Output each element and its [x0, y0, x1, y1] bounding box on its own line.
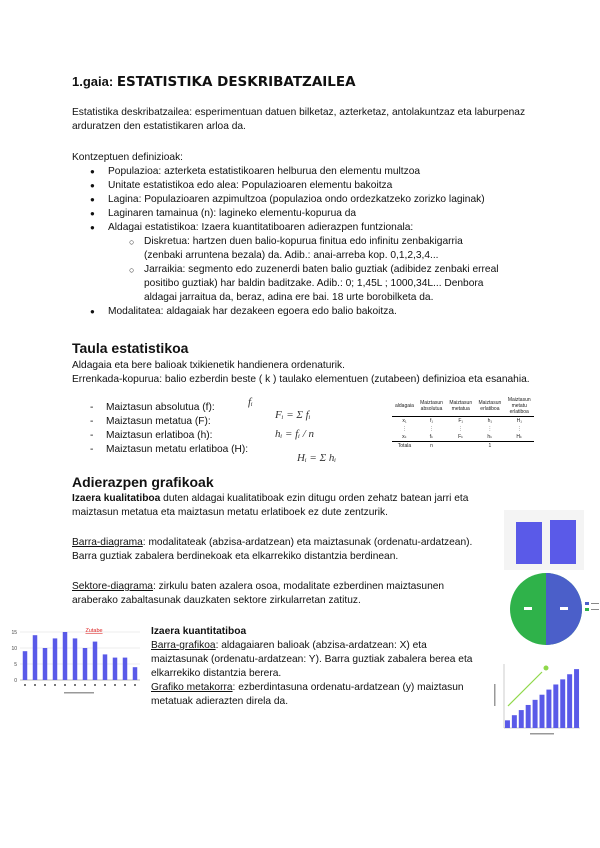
y-axis-label — [494, 684, 496, 706]
table-section-p1: Aldagaia eta bere balioak txikienetik handienera ordenaturik. — [72, 360, 345, 371]
bar-diagram-paragraph — [72, 536, 492, 564]
qualitative-text: duten aldagai kualitatiboak ezin ditugu orden zehatz batean jarri eta maiztasun metatua eta maiztasun metatu erlatiboek ez dute zentzurik. — [72, 493, 469, 518]
table-cell — [504, 442, 534, 451]
bar-graph-text: : aldagaiaren balioak (abzisa-ardatzean: X) eta maiztasunak (ordenatu-ardatzean: Y). Barra guztiak zabalera berea eta elkarrekiko distantzia berera. — [151, 640, 473, 679]
x-tick-mark — [94, 684, 96, 686]
bar — [526, 705, 531, 728]
table-row — [392, 433, 534, 442]
table-cell: Totala — [397, 443, 412, 449]
table-section-p2: Errenkada-kopurua: balio ezberdin beste ( k ) taulako elementuen (zutabeen) definizioa eta esanahia. — [72, 374, 530, 385]
x-tick-mark — [54, 684, 56, 686]
table-cell: hₖ — [487, 434, 493, 440]
table-total-row — [392, 442, 534, 451]
frequency-definitions — [72, 401, 272, 457]
frequency-table — [392, 396, 534, 450]
x-axis-label — [64, 692, 94, 694]
legend-text — [591, 609, 599, 610]
pie-diagram-text: : zirkulu baten azalera osoa, modalitate ezberdinen maiztasunen araberako zabaltasunak dauzkaten sektore zirkularretan zatituz. — [72, 581, 445, 606]
formula-f: fᵢ — [248, 396, 253, 408]
x-tick-mark — [84, 684, 86, 686]
table-cell: n — [430, 443, 433, 449]
x-tick-mark — [64, 684, 66, 686]
table-cell: fₖ — [429, 434, 434, 440]
pie-chart-figure — [506, 570, 600, 648]
chart-title: Zutabe — [85, 628, 103, 634]
pie-diagram-paragraph — [72, 580, 487, 608]
table-header: Maiztasun absolutua — [420, 400, 443, 412]
page-title — [72, 74, 356, 90]
table-header: Maiztasun metatua — [449, 400, 473, 412]
tick-label: 10 — [11, 646, 17, 652]
bar — [546, 690, 551, 728]
x-tick-mark — [104, 684, 106, 686]
legend-text — [591, 603, 599, 604]
bar — [63, 632, 68, 680]
formula-F: Fᵢ = Σ fᵢ — [275, 409, 311, 421]
formula-H: Hᵢ = Σ hᵢ — [297, 452, 337, 464]
title-prefix: 1.gaia: — [72, 74, 114, 89]
bar — [83, 648, 88, 680]
bar — [93, 642, 98, 680]
bar — [567, 674, 572, 728]
table-header: Maiztasun metatu erlatiboa — [507, 397, 531, 415]
formula-h: hᵢ = fᵢ / n — [275, 428, 315, 440]
bar — [123, 658, 128, 680]
list-item: - Maiztasun metatu erlatiboa (H): — [72, 443, 272, 457]
table-cell: ⋮ — [516, 426, 522, 432]
list-item: ● Laginaren tamainua (n): lagineko elementu-kopurua da — [72, 207, 552, 221]
sub-list-item: ○ Jarraikia: segmento edo zuzenerdi baten balio guztiak (adibidez zenbaki erreal positibo guztiak) har baldin baditzake. Adib.: 0; 1,45L ; 1000,34L... Denbora aldagai jarraitua da, beraz, adina ere bai. 18 urte borobilketa da. — [72, 263, 514, 305]
pie-label — [560, 607, 568, 610]
table-cell: xₖ — [402, 434, 407, 440]
bar — [553, 684, 558, 728]
bar-graph-paragraph — [151, 639, 481, 681]
bar — [533, 700, 538, 728]
table-row — [392, 425, 534, 433]
table-cell: ⋮ — [401, 426, 407, 432]
list-item: - Maiztasun metatua (F): — [72, 415, 272, 429]
list-item: ● Lagina: Populazioaren azpimultzoa (populazioa ondo ordezkatzeko zorizko laginak) — [72, 193, 552, 207]
cumulative-bar-chart — [492, 656, 584, 738]
bar-diagram-label: Barra-diagrama — [72, 537, 143, 548]
legend-swatch — [585, 608, 589, 611]
bar — [113, 658, 118, 680]
bar — [33, 635, 38, 680]
bar — [560, 679, 565, 728]
bar — [505, 720, 510, 728]
bar — [53, 638, 58, 680]
bar — [574, 669, 579, 728]
bar — [512, 715, 517, 728]
legend-swatch — [585, 602, 589, 605]
bar — [519, 710, 524, 728]
x-tick-mark — [44, 684, 46, 686]
intro-paragraph: Estatistika deskribatzailea: esperimentuan datuen bilketaz, azterketaz, antolakuntzaz eta laburpenaz arduratzen den estatistikaren arloa da. — [72, 107, 526, 132]
qualitative-bar-figure — [504, 510, 584, 570]
tick-label: 15 — [11, 630, 17, 636]
cumulative-label: Grafiko metakorra — [151, 682, 233, 693]
table-section-heading: Taula estatistikoa — [72, 340, 189, 356]
frequency-table-figure — [392, 396, 534, 470]
bar — [23, 651, 28, 680]
table-cell: ⋮ — [487, 426, 493, 432]
x-tick-mark — [74, 684, 76, 686]
x-tick-mark — [114, 684, 116, 686]
table-cell: Fₖ — [458, 434, 464, 440]
cumulative-paragraph — [151, 681, 481, 709]
title-main: ESTATISTIKA DESKRIBATZAILEA — [116, 74, 356, 90]
table-header: aldagaia — [395, 403, 414, 409]
table-cell: h₁ — [487, 418, 493, 424]
table-cell: F₁ — [458, 418, 464, 424]
table-cell: H₁ — [516, 418, 522, 424]
tick-label: 0 — [14, 678, 17, 684]
quantitative-heading: Izaera kuantitatiboa — [151, 626, 247, 637]
list-item: - Maiztasun absolutua (f): — [72, 401, 272, 415]
cumulative-text: : ezberdintasuna ordenatu-ardatzean (y) maiztasun metatuak adierazten direla da. — [151, 682, 464, 707]
bar — [103, 654, 108, 680]
table-cell: x₁ — [402, 418, 407, 424]
pie-label — [524, 607, 532, 610]
concepts-heading: Kontzeptuen definizioak: — [72, 152, 184, 163]
bar-graph-label: Barra-grafikoa — [151, 640, 216, 651]
bar — [133, 667, 138, 680]
list-item: ● Modalitatea: aldagaiak har dezakeen egoera edo balio bakoitza. — [72, 305, 552, 319]
table-cell: 1 — [488, 443, 492, 449]
qualitative-bold: Izaera kualitatiboa — [72, 493, 161, 504]
table-cell — [446, 442, 475, 451]
x-axis-label — [530, 733, 554, 735]
table-row — [392, 417, 534, 426]
x-tick-mark — [24, 684, 26, 686]
bar — [73, 638, 78, 680]
concepts-list — [72, 165, 552, 319]
table-header: Maiztasun erlatiboa — [478, 400, 502, 412]
table-cell: Hₖ — [516, 434, 523, 440]
trend-marker — [544, 666, 549, 671]
list-item: ● Aldagai estatistikoa: Izaera kuantitatiboaren adierazpen funtzionala: — [72, 221, 552, 235]
bar-diagram-text: : modalitateak (abzisa-ardatzean) eta maiztasunak (ordenatu-ardatzean). Barra guztiak zabalera berdinekoak eta elkarrekiko distantzia berdinean. — [72, 537, 473, 562]
list-item: ● Unitate estatistikoa edo alea: Populazioaren elementu bakoitza — [72, 179, 552, 193]
qualitative-paragraph — [72, 492, 502, 520]
graphs-heading: Adierazpen grafikoak — [72, 474, 214, 490]
quantitative-bar-chart — [4, 622, 144, 698]
bar — [43, 648, 48, 680]
x-tick-mark — [134, 684, 136, 686]
bar — [550, 520, 576, 564]
bar — [516, 522, 542, 564]
table-cell: ⋮ — [458, 426, 464, 432]
list-item: - Maiztasun erlatiboa (h): — [72, 429, 272, 443]
table-cell: f₁ — [429, 418, 434, 424]
list-item: ● Populazioa: azterketa estatistikoaren helburua den elementu multzoa — [72, 165, 552, 179]
bar — [540, 695, 545, 728]
x-tick-mark — [34, 684, 36, 686]
tick-label: 5 — [14, 662, 17, 668]
table-cell: ⋮ — [429, 426, 435, 432]
concepts-section — [72, 151, 552, 319]
x-tick-mark — [124, 684, 126, 686]
sub-list-item: ○ Diskretua: hartzen duen balio-kopurua finitua edo infinitu zenbakigarria (zenbaki arruntena bezala) da. Adib.: anai-arreba kop. 0,1,2,3,4... — [72, 235, 484, 263]
pie-diagram-label: Sektore-diagrama — [72, 581, 153, 592]
quantitative-section — [151, 625, 481, 709]
